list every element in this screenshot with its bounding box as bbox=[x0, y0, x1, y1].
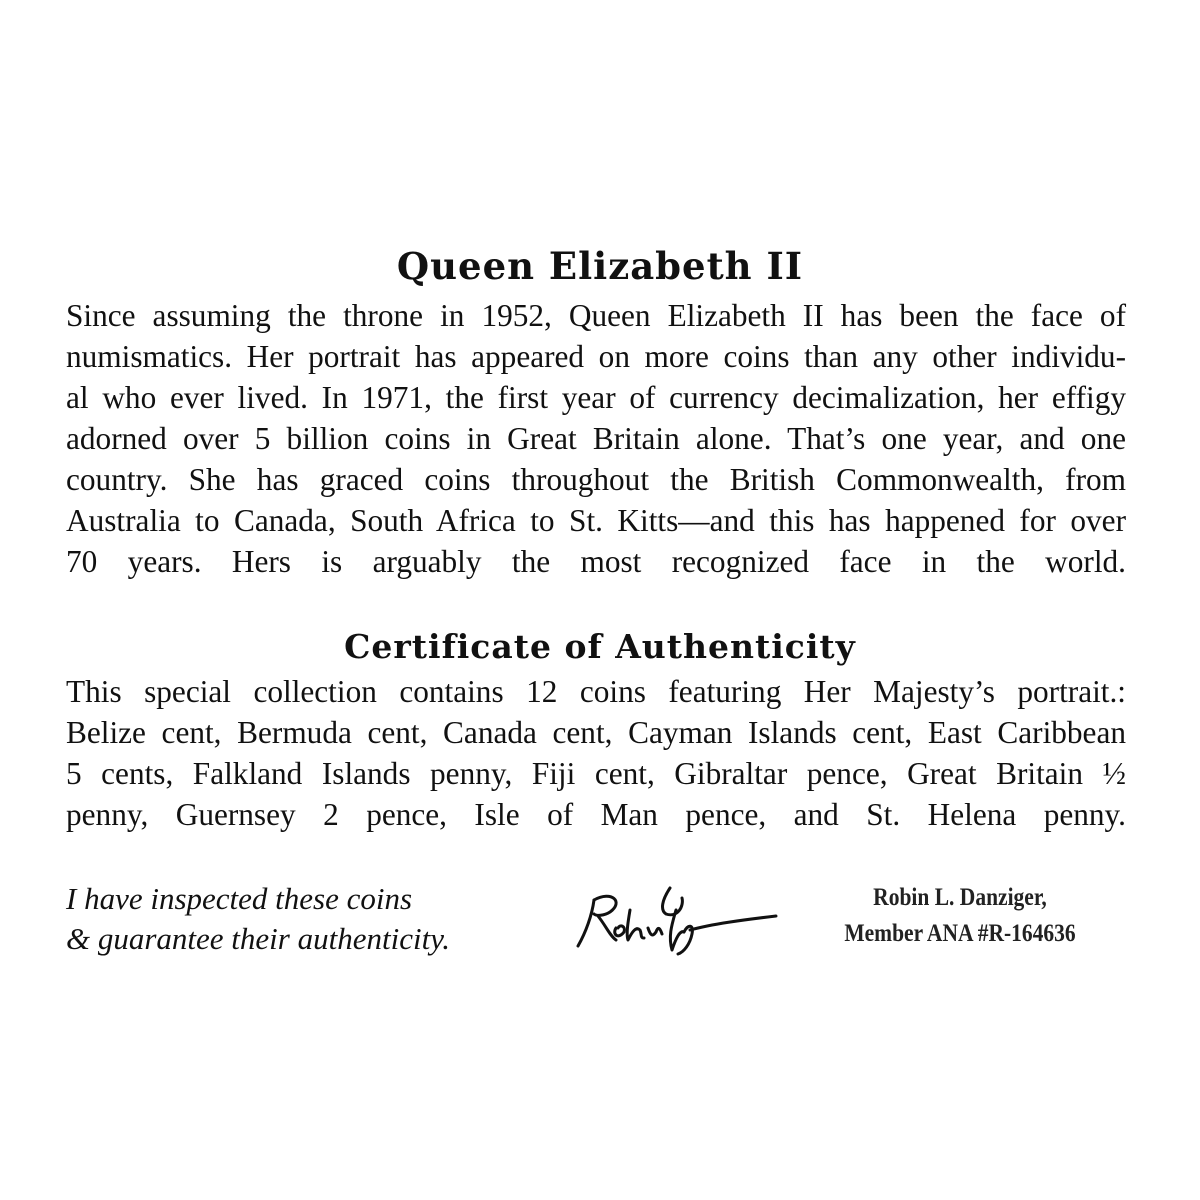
signer-name: Robin L. Danziger, bbox=[873, 884, 1047, 911]
inspection-line-1: I have inspected these coins bbox=[66, 881, 413, 916]
inspection-line-2: & guarantee their authenticity. bbox=[66, 921, 450, 956]
inspection-statement bbox=[66, 879, 450, 959]
certificate-heading: Certificate of Authenticity bbox=[344, 627, 856, 666]
bio-paragraph bbox=[66, 295, 1126, 582]
bio-line: Since assuming the throne in 1952, Queen Elizabeth II has been the face of bbox=[66, 298, 1126, 333]
certificate-paragraph bbox=[66, 671, 1126, 835]
bio-line: adorned over 5 billion coins in Great Britain alone. That’s one year, and one bbox=[66, 421, 1126, 456]
certificate-line: Belize cent, Bermuda cent, Canada cent, Cayman Islands cent, East Caribbean bbox=[66, 715, 1126, 750]
bio-line: Australia to Canada, South Africa to St. Kitts—and this has happened for over bbox=[66, 503, 1126, 538]
bio-line: country. She has graced coins throughout the British Commonwealth, from bbox=[66, 462, 1126, 497]
bio-line: al who ever lived. In 1971, the first year of currency decimalization, her effigy bbox=[66, 380, 1126, 415]
certificate-line: This special collection contains 12 coins featuring Her Majesty’s portrait.: bbox=[66, 674, 1126, 709]
handwritten-signature-icon bbox=[572, 880, 782, 960]
signer-membership: Member ANA #R-164636 bbox=[844, 920, 1076, 947]
certificate-line: 5 cents, Falkland Islands penny, Fiji cent, Gibraltar pence, Great Britain ½ bbox=[66, 756, 1126, 791]
bio-line: numismatics. Her portrait has appeared on more coins than any other individu- bbox=[66, 339, 1126, 374]
certificate-line: penny, Guernsey 2 pence, Isle of Man pence, and St. Helena penny. bbox=[66, 797, 1126, 832]
bio-line: 70 years. Hers is arguably the most recognized face in the world. bbox=[66, 544, 1126, 579]
title-heading: Queen Elizabeth II bbox=[396, 244, 804, 288]
signer-block bbox=[822, 880, 1097, 952]
